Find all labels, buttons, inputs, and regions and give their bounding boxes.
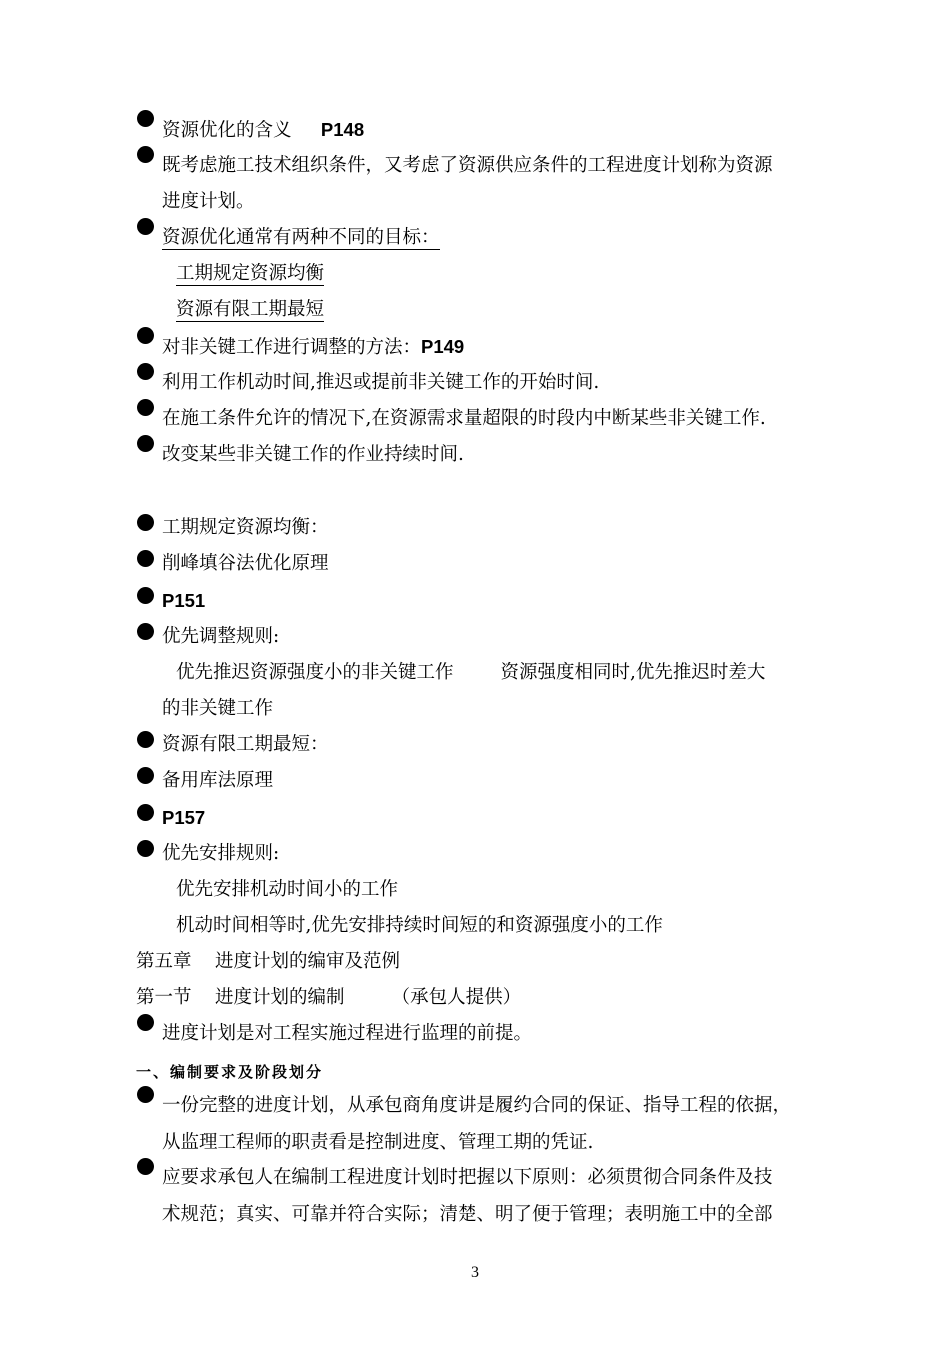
page-reference: P157 (162, 807, 206, 828)
bullet-icon (137, 1158, 154, 1175)
text-line: 一份完整的进度计划，从承包商角度讲是履约合同的保证、指导工程的依据， (162, 1095, 792, 1116)
page-reference: P149 (421, 336, 465, 357)
text-line: 的非关键工作 (162, 698, 274, 719)
bullet-icon (137, 1086, 154, 1103)
bullet-icon (137, 327, 154, 344)
line-text: 对非关键工作进行调整的方法： (162, 337, 422, 358)
section-heading: 第一节 进度计划的编制 （承包人提供） (136, 987, 522, 1008)
bullet-icon (137, 550, 154, 567)
page-reference: P151 (162, 590, 206, 611)
bullet-icon (137, 399, 154, 416)
chapter-heading: 第五章 进度计划的编审及范例 (136, 951, 401, 972)
text-line: 在施工条件允许的情况下,在资源需求量超限的时段内中断某些非关键工作. (162, 408, 766, 429)
bullet-icon (137, 804, 154, 821)
underlined-item: 资源有限工期最短 (176, 299, 325, 320)
text-line (176, 297, 324, 323)
text-line: 改变某些非关键工作的作业持续时间. (162, 444, 464, 465)
bullet-icon (137, 1014, 154, 1031)
text-line: 机动时间相等时,优先安排持续时间短的和资源强度小的工作 (176, 915, 663, 936)
page-reference: P148 (320, 119, 365, 140)
text-line: 备用库法原理 (162, 770, 274, 791)
text-line (162, 117, 364, 144)
bullet-icon (137, 623, 154, 640)
underlined-item: 工期规定资源均衡 (176, 263, 325, 284)
text-line: 进度计划是对工程实施过程进行监理的前提。 (162, 1023, 533, 1044)
text-line: 优先推迟资源强度小的非关键工作 资源强度相同时,优先推迟时差大 (176, 662, 766, 683)
text-line: 术规范；真实、可靠并符合实际；清楚、明了便于管理；表明施工中的全部 (162, 1204, 773, 1225)
bullet-icon (137, 767, 154, 784)
page-number: 3 (471, 1264, 479, 1281)
text-line: 优先调整规则: (162, 626, 280, 647)
text-line: 从监理工程师的职责看是控制进度、管理工期的凭证. (162, 1132, 594, 1153)
text-line: 应要求承包人在编制工程进度计划时把握以下原则：必须贯彻合同条件及技 (162, 1167, 773, 1188)
text-line: 削峰填谷法优化原理 (162, 553, 329, 574)
bullet-icon (137, 435, 154, 452)
text-line: 既考虑施工技术组织条件，又考虑了资源供应条件的工程进度计划称为资源 (162, 155, 773, 176)
text-line (162, 225, 440, 251)
bullet-icon (137, 110, 154, 127)
text-line: 资源有限工期最短： (162, 734, 329, 755)
text-line: 优先安排规则: (162, 843, 280, 864)
bullet-icon (137, 587, 154, 604)
bullet-icon (137, 840, 154, 857)
line-text: 资源优化的含义 (162, 120, 292, 141)
bullet-icon (137, 731, 154, 748)
bullet-icon (137, 363, 154, 380)
bullet-icon (137, 218, 154, 235)
text-line: 优先安排机动时间小的工作 (176, 879, 399, 900)
text-line (176, 261, 324, 287)
bullet-icon (137, 514, 154, 531)
text-line: 工期规定资源均衡： (162, 517, 329, 538)
subsection-heading: 一、编制要求及阶段划分 (136, 1063, 324, 1081)
text-line (162, 334, 464, 361)
bullet-icon (137, 146, 154, 163)
text-line: 进度计划。 (162, 191, 255, 212)
text-line: 利用工作机动时间,推迟或提前非关键工作的开始时间. (162, 372, 600, 393)
underlined-heading: 资源优化通常有两种不同的目标： (162, 227, 440, 248)
